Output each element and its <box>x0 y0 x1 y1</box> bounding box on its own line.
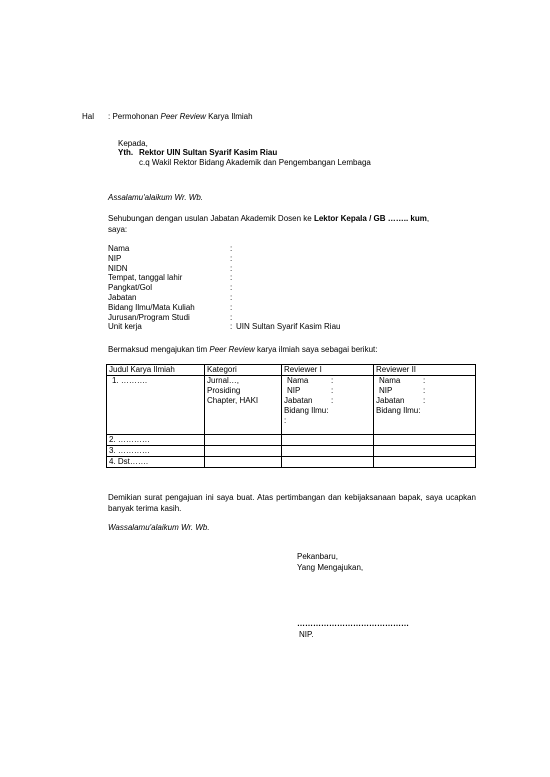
recipient-name: Rektor UIN Sultan Syarif Kasim Riau <box>139 148 278 157</box>
table-row: 3. ………… <box>107 446 476 457</box>
closing-paragraph: Demikian surat pengajuan ini saya buat. Atas pertimbangan dan kebijaksanaan bapak, saya ucapkan banyak terima kasih. <box>108 493 476 513</box>
table-row: 2. ………… <box>107 435 476 446</box>
field-label: Pangkat/Gol <box>108 283 153 293</box>
subject-line <box>108 112 253 122</box>
row1-category: Jurnal…, Prosiding Chapter, HAKI <box>205 376 282 435</box>
table-row: 4. Dst……. <box>107 457 476 468</box>
field-colon: : <box>230 283 233 293</box>
subject-colon: : <box>108 112 111 121</box>
field-colon: : <box>230 244 233 253</box>
field-label: Nama <box>108 244 130 253</box>
header-reviewer-2: Reviewer II <box>374 365 476 376</box>
table-header-row <box>107 365 476 376</box>
field-colon: : <box>230 273 233 283</box>
request-sentence <box>108 345 377 355</box>
row1-reviewer-2: Nama : NIP : Jabatan : Bidang Ilmu: <box>374 376 476 435</box>
field-label: Jurusan/Program Studi <box>108 312 190 322</box>
field-value: UIN Sultan Syarif Kasim Riau <box>236 322 341 332</box>
signature-role: Yang Mengajukan, <box>297 563 364 572</box>
intro-paragraph <box>108 213 476 235</box>
row1-title: 1. ………. <box>107 376 205 435</box>
field-colon: : <box>230 263 233 273</box>
request-prefix: Bermaksud mengajukan tim <box>108 345 210 354</box>
subject-prefix: Permohonan <box>112 112 161 121</box>
table-row <box>107 376 476 435</box>
field-colon: : <box>230 312 233 322</box>
header-judul: Judul Karya Ilmiah <box>107 365 205 376</box>
field-label: Tempat, tanggal lahir <box>108 273 183 283</box>
signature-nip: NIP. <box>299 630 314 639</box>
recipient-yth: Yth. <box>118 148 134 157</box>
intro-saya: saya: <box>108 225 128 234</box>
field-colon: : <box>230 293 233 302</box>
closing-salutation: Wassalamu'alaikum Wr. Wb. <box>108 523 210 532</box>
opening-salutation: Assalamu'alaikum Wr. Wb. <box>108 193 204 202</box>
subject-suffix: Karya Ilmiah <box>205 112 253 121</box>
subject-peer-review: Peer Review <box>160 112 206 121</box>
signature-place: Pekanbaru, <box>297 552 338 561</box>
recipient-greeting: Kepada, <box>118 139 148 148</box>
intro-text: Sehubungan dengan usulan Jabatan Akademik Dosen ke <box>108 214 314 223</box>
field-label: Jabatan <box>108 293 137 302</box>
subject-label: Hal <box>82 112 95 121</box>
request-suffix: karya ilmiah saya sebagai berikut: <box>254 345 378 354</box>
intro-end: , <box>426 214 430 223</box>
request-peer-review: Peer Review <box>209 345 255 354</box>
field-label: Unit kerja <box>108 322 142 332</box>
row1-reviewer-1: Nama : NIP : Jabatan : Bidang Ilmu: : <box>282 376 374 435</box>
field-label: NIP <box>108 253 122 263</box>
field-colon: : <box>230 302 233 312</box>
field-colon: : <box>230 253 233 263</box>
signature-line: …………………………………… <box>297 619 409 628</box>
header-kategori: Kategori <box>205 365 282 376</box>
field-label: NIDN <box>108 263 128 273</box>
header-reviewer-1: Reviewer I <box>282 365 374 376</box>
intro-target-rank: Lektor Kepala / GB …….. kum <box>313 214 427 223</box>
field-label: Bidang Ilmu/Mata Kuliah <box>108 302 195 312</box>
recipient-cq: c.q Wakil Rektor Bidang Akademik dan Pengembangan Lembaga <box>139 158 371 167</box>
peer-review-table <box>106 364 476 468</box>
field-colon: : <box>230 322 233 332</box>
